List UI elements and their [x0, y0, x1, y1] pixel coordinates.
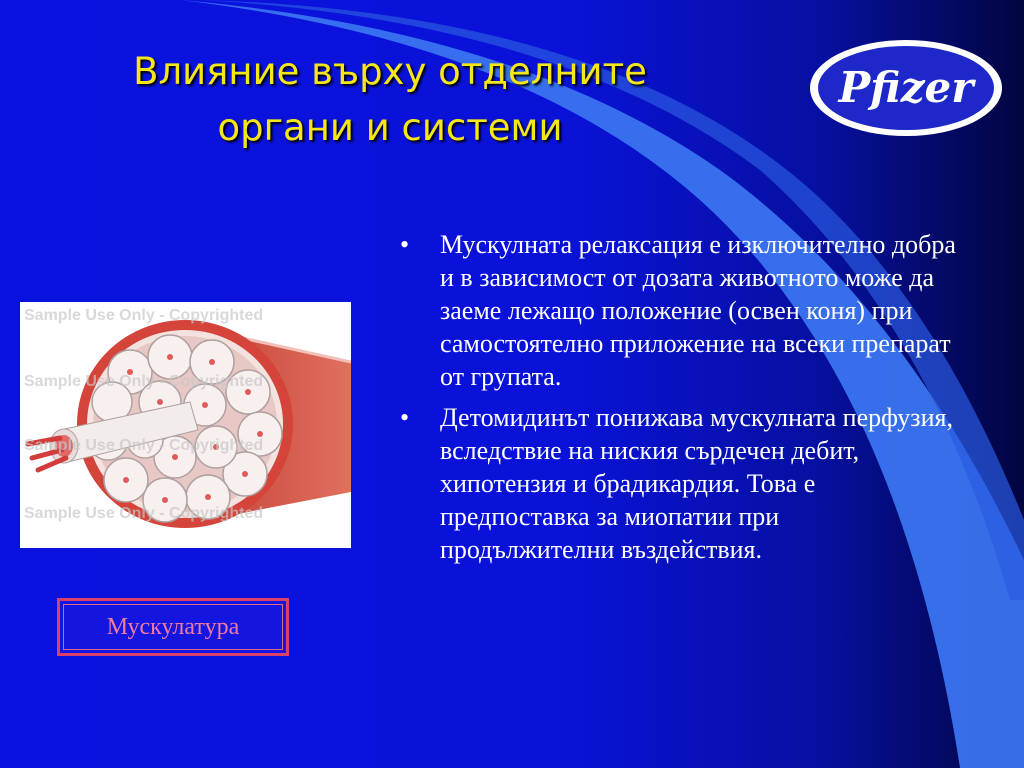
bullet-text: Мускулната релаксация е изключително добра и в зависимост от дозата животното може да заеме лежащо положение (освен коня) при самостоятелно приложение на всеки препарат от групата. [440, 230, 956, 391]
slide-title [60, 44, 720, 156]
title-line-2: органи и системи [217, 106, 563, 149]
image-caption-box [57, 598, 289, 656]
title-line-1: Влияние върху отделните [133, 50, 647, 93]
bullet-symbol: • [400, 403, 410, 432]
logo-text: Pfizer [838, 63, 974, 112]
bullet-symbol: • [400, 230, 410, 259]
watermark-4: Sample Use Only - Copyrighted [24, 505, 264, 522]
watermark-3: Sample Use Only - Copyrighted [24, 437, 264, 454]
pfizer-logo [808, 38, 1004, 138]
bullet-item [400, 228, 960, 393]
bullet-item [400, 401, 960, 566]
bullet-text: Детомидинът понижава мускулната перфузия, вследствие на ниския сърдечен дебит, хипотензия и брадикардия. Това е предпоставка за миопатии при продължителни въздействия. [440, 403, 953, 564]
muscle-illustration [20, 302, 351, 548]
image-caption: Мускулатура [63, 604, 283, 650]
watermark-1: Sample Use Only - Copyrighted [24, 307, 264, 324]
watermark-2: Sample Use Only - Copyrighted [24, 373, 264, 390]
bullet-list [400, 228, 960, 574]
